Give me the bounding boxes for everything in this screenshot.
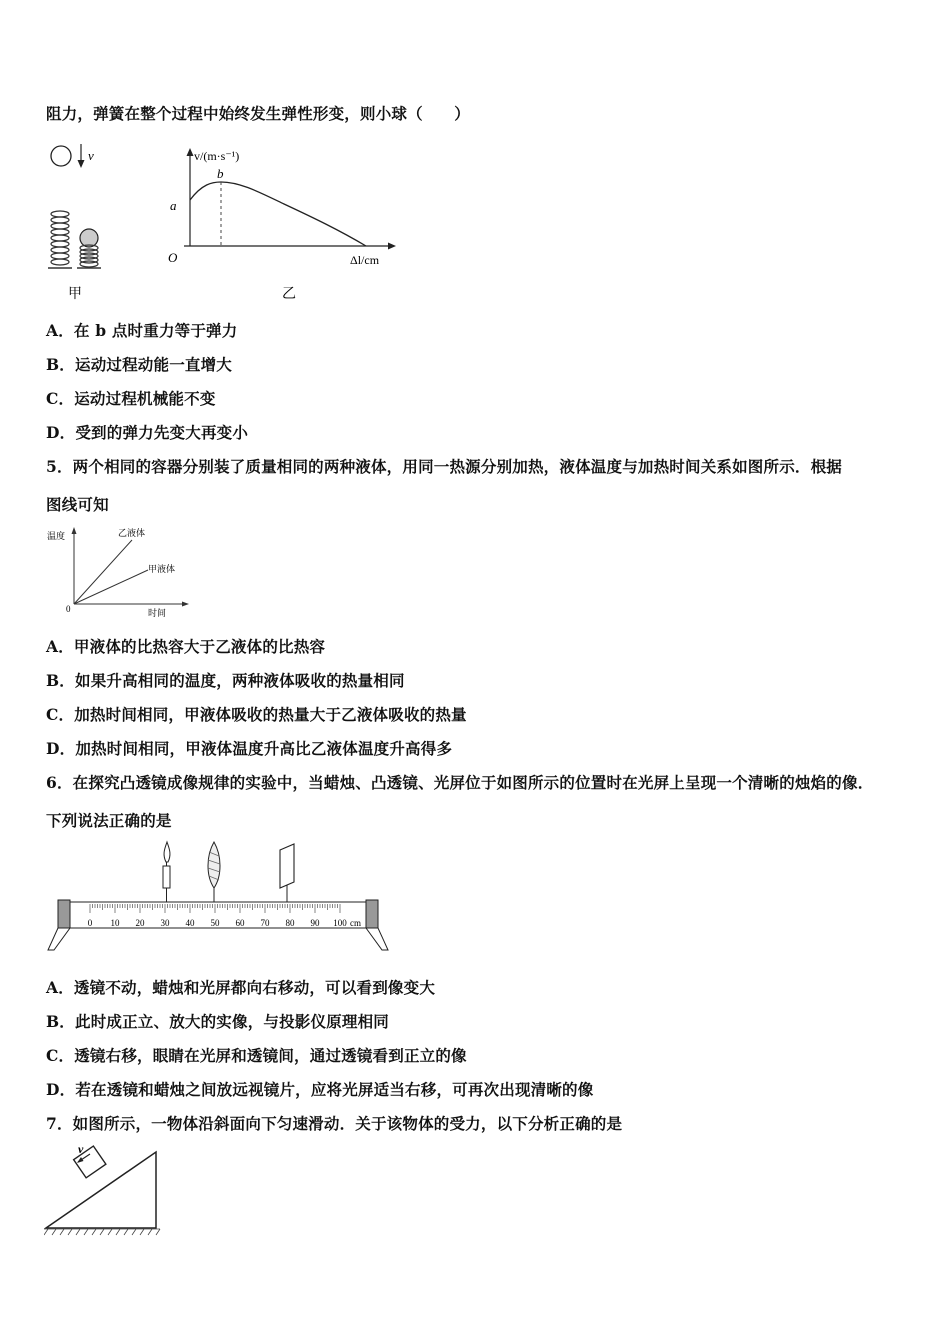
point-b-label: b xyxy=(217,166,224,181)
time-axis-arrow-icon xyxy=(182,602,189,607)
q4-option-a: A．在 b 点时重力等于弹力 xyxy=(46,321,238,340)
dl-axis-arrow-icon xyxy=(388,243,396,250)
line-yi-label: 乙液体 xyxy=(118,528,146,538)
q5-option-c: C．加热时间相同，甲液体吸收的热量大于乙液体吸收的热量 xyxy=(46,705,467,724)
q6-option-a: A．透镜不动，蜡烛和光屏都向右移动，可以看到像变大 xyxy=(46,978,436,997)
q4-option-c: C．运动过程机械能不变 xyxy=(46,389,216,408)
yi-label: 乙 xyxy=(282,287,296,302)
ruler-tick-label: 60 xyxy=(235,918,245,928)
spring-right xyxy=(80,245,98,267)
ruler-unit-label: cm xyxy=(350,918,361,928)
spring-left xyxy=(51,211,69,265)
v-axis-arrow-icon xyxy=(187,148,194,156)
light-screen xyxy=(280,844,294,902)
ruler-tick-label: 80 xyxy=(285,918,295,928)
x-axis-label: Δl/cm xyxy=(350,253,380,267)
intro-text: 阻力，弹簧在整个过程中始终发生弹性形变，则小球（ ） xyxy=(46,104,470,123)
origin-label: 0 xyxy=(66,604,71,614)
point-a-label: a xyxy=(170,198,177,213)
down-arrow-icon xyxy=(78,160,85,168)
y-axis-label: v/(m·s⁻¹) xyxy=(194,149,240,163)
ruler-tick-label: 30 xyxy=(160,918,170,928)
ball-on-spring xyxy=(80,229,98,247)
time-axis-label: 时间 xyxy=(148,608,167,618)
line-yi-liquid xyxy=(74,540,132,604)
ground-hatch xyxy=(44,1229,160,1235)
q5-stem-line1: 5．两个相同的容器分别装了质量相同的两种液体，用同一热源分别加热，液体温度与加热时间关系如图所示．根据 xyxy=(46,457,842,476)
bench-left-leg xyxy=(48,928,70,950)
ruler-tick-label: 100 xyxy=(333,918,347,928)
ruler-tick-label: 50 xyxy=(210,918,220,928)
line-jia-liquid xyxy=(74,570,148,604)
q6-option-c: C．透镜右移，眼睛在光屏和透镜间，通过透镜看到正立的像 xyxy=(46,1046,467,1065)
q7-stem: 7．如图所示，一物体沿斜面向下匀速滑动．关于该物体的受力，以下分析正确的是 xyxy=(46,1114,623,1133)
q4-option-d: D．受到的弹力先变大再变小 xyxy=(46,423,249,442)
ruler-tick-label: 90 xyxy=(310,918,320,928)
q5-stem-line2: 图线可知 xyxy=(46,495,109,514)
q5-option-d: D．加热时间相同，甲液体温度升高比乙液体温度升高得多 xyxy=(46,739,453,758)
ruler-tick-label: 20 xyxy=(135,918,145,928)
temperature-time-graph xyxy=(44,522,194,622)
spring-ball-figure xyxy=(44,140,404,310)
bench-right-end xyxy=(366,900,378,928)
q5-option-b: B．如果升高相同的温度，两种液体吸收的热量相同 xyxy=(46,671,405,690)
q6-option-b: B．此时成正立、放大的实像，与投影仪原理相同 xyxy=(46,1012,390,1031)
velocity-label: v xyxy=(78,1142,84,1156)
bench-right-leg xyxy=(366,928,388,950)
jia-label: 甲 xyxy=(68,287,82,302)
candle xyxy=(163,842,170,902)
temp-axis-arrow-icon xyxy=(72,527,77,534)
temp-axis-label: 温度 xyxy=(47,531,66,541)
q5-option-a: A．甲液体的比热容大于乙液体的比热容 xyxy=(46,637,326,656)
ruler-tick-label: 10 xyxy=(110,918,120,928)
q6-stem-line1: 6．在探究凸透镜成像规律的实验中，当蜡烛、凸透镜、光屏位于如图所示的位置时在光屏上呈现一个清晰的烛焰的像． xyxy=(46,773,874,792)
bench-left-end xyxy=(58,900,70,928)
line-jia-label: 甲液体 xyxy=(148,564,176,574)
ruler-tick-label: 70 xyxy=(260,918,270,928)
origin-label: O xyxy=(168,250,178,265)
velocity-curve xyxy=(190,182,366,246)
convex-lens xyxy=(208,842,220,902)
incline-figure xyxy=(44,1140,164,1240)
q6-option-d: D．若在透镜和蜡烛之间放远视镜片，应将光屏适当右移，可再次出现清晰的像 xyxy=(46,1080,594,1099)
optical-bench-figure xyxy=(44,838,396,958)
q6-stem-line2: 下列说法正确的是 xyxy=(46,811,172,830)
ruler-tick-label: 0 xyxy=(87,918,93,928)
falling-ball xyxy=(51,146,71,166)
velocity-label: v xyxy=(88,148,94,163)
ruler-tick-label: 40 xyxy=(185,918,195,928)
q4-option-b: B．运动过程动能一直增大 xyxy=(46,355,233,374)
